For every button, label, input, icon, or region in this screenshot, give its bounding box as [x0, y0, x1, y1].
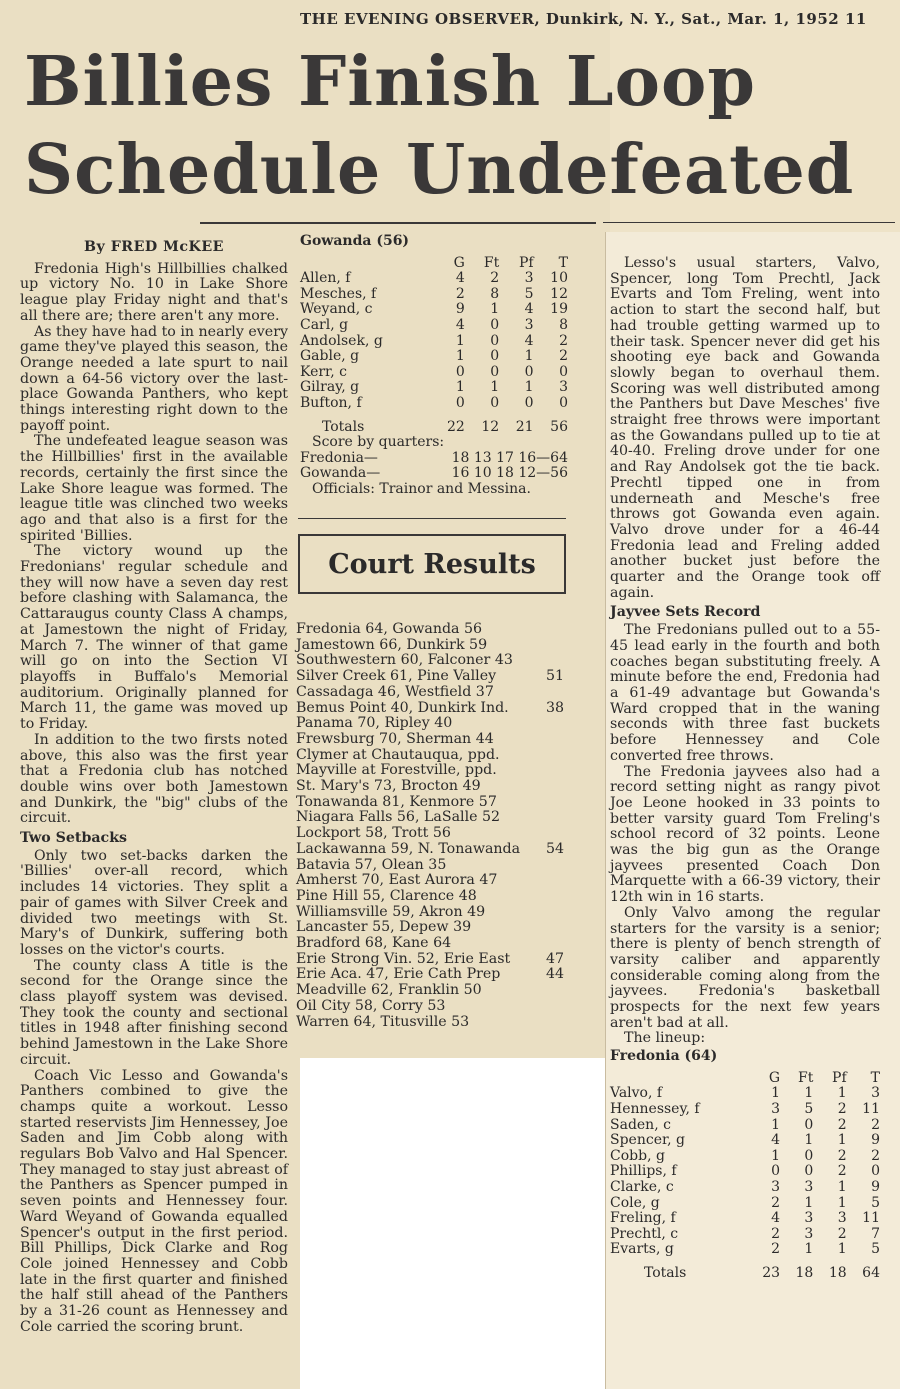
player-row — [300, 287, 568, 303]
cell: 2 — [771, 1241, 781, 1258]
cell: 2 — [771, 1225, 781, 1242]
result-text: Clymer at Chautauqua, ppd. — [296, 746, 500, 763]
cell: 18 13 17 16—64 — [451, 449, 568, 466]
cell: 4 — [524, 301, 534, 318]
paragraph: The county class A title is the second for the Orange since the class playoff system was devised. They took the county and sectional titles in 1948 after finishing second behind Jamestown in the Lake Shore circuit. — [20, 957, 288, 1068]
score-by-quarters — [300, 435, 568, 497]
result-item — [296, 716, 564, 732]
result-text: Erie Strong Vin. 52, Erie East — [296, 950, 511, 967]
team-title: Gowanda (56) — [300, 233, 410, 249]
player-row — [610, 1086, 880, 1102]
cell: 1 — [455, 332, 465, 349]
divider — [298, 518, 566, 519]
cell: Valvo, f — [610, 1085, 663, 1102]
cell: 1 — [804, 1241, 814, 1258]
result-item — [296, 748, 564, 764]
team-title: Fredonia (64) — [610, 1048, 718, 1065]
result-item — [296, 952, 564, 968]
result-text: Southwestern 60, Falconer 43 — [296, 652, 513, 669]
blank-patch — [300, 1058, 605, 1389]
cell: 0 — [524, 363, 534, 380]
result-item — [296, 920, 564, 936]
cell: Allen, f — [300, 270, 351, 287]
cell: 1 — [490, 301, 500, 318]
cell: 1 — [804, 1085, 814, 1102]
result-text: Lackawanna 59, N. Tonawanda — [296, 840, 521, 857]
paragraph: Only two set-backs darken the 'Billies' over-all record, which includes 14 victories. They split a pair of games with Silver Creek and divided two meetings with St. Mary's of Dunkirk, suffering both losses on the victor's courts. — [20, 847, 288, 958]
cell: Cole, g — [610, 1194, 660, 1211]
cell: Bufton, f — [300, 395, 362, 412]
cell: Fredonia— — [300, 449, 378, 466]
result-text: Batavia 57, Olean 35 — [296, 856, 447, 873]
cell: 0 — [559, 395, 568, 412]
cell: Freling, f — [610, 1210, 676, 1227]
player-row — [300, 349, 568, 365]
box-header-row — [300, 256, 568, 272]
result-item — [296, 638, 564, 654]
player-row — [610, 1149, 880, 1165]
result-text: Pine Hill 55, Clarence 48 — [296, 887, 477, 904]
cell: 16 10 18 12—56 — [451, 465, 568, 482]
player-row — [300, 396, 568, 412]
player-row — [610, 1133, 880, 1149]
player-row — [300, 365, 568, 381]
result-item — [296, 669, 564, 685]
cell: 8 — [490, 285, 500, 302]
cell: 0 — [559, 363, 568, 380]
totals-row — [610, 1266, 880, 1282]
cell: 12 — [481, 418, 500, 435]
cell: 4 — [455, 270, 465, 287]
cell: 7 — [871, 1225, 880, 1242]
result-text: Warren 64, Titusville 53 — [296, 1013, 470, 1030]
cell: 23 — [762, 1264, 781, 1281]
cell: 56 — [550, 418, 568, 435]
result-overflow-score: 54 — [545, 840, 564, 857]
player-row — [610, 1180, 880, 1196]
cell: 1 — [837, 1085, 847, 1102]
cell: 1 — [490, 379, 500, 396]
headline — [24, 38, 854, 214]
result-text: Oil City 58, Corry 53 — [296, 997, 446, 1014]
box-score-gowanda — [300, 234, 568, 498]
result-item — [296, 889, 564, 905]
byline: By FRED McKEE — [84, 239, 224, 255]
cell: 1 — [524, 379, 534, 396]
subhead: Two Setbacks — [20, 830, 128, 847]
cell: 10 — [550, 270, 568, 287]
result-overflow-score: 44 — [545, 966, 564, 983]
box-table — [610, 1071, 880, 1282]
cell: 4 — [771, 1132, 781, 1149]
cell: 3 — [837, 1210, 847, 1227]
cell: 0 — [524, 395, 534, 412]
result-item — [296, 1015, 564, 1031]
col-header: T — [558, 254, 568, 271]
player-row — [610, 1164, 880, 1180]
cell: 22 — [447, 418, 465, 435]
cell: 18 — [795, 1264, 814, 1281]
cell: Hennessey, f — [610, 1101, 700, 1118]
headline-rule-right — [603, 222, 895, 223]
result-overflow-score: 38 — [545, 699, 564, 716]
cell: 1 — [837, 1241, 847, 1258]
cell: 0 — [490, 363, 500, 380]
quarters-label: Score by quarters: — [312, 434, 445, 451]
cell: 2 — [771, 1194, 781, 1211]
result-text: Silver Creek 61, Pine Valley — [296, 668, 497, 685]
col-header: Pf — [518, 254, 534, 271]
cell: 0 — [804, 1147, 814, 1164]
cell: 3 — [524, 317, 534, 334]
col-header: T — [870, 1069, 880, 1086]
cell: Totals — [322, 418, 365, 435]
cell: 9 — [455, 301, 465, 318]
cell: Clarke, c — [610, 1179, 674, 1196]
result-item — [296, 810, 564, 826]
paragraph: The undefeated league season was the Hillbillies' first in the available records, certainly the first since the Lake Shore league was formed. The league title was clinched two weeks ago and that also is a first for the spirited 'Billies. — [20, 433, 288, 544]
cell: 3 — [771, 1101, 781, 1118]
result-text: Frewsburg 70, Sherman 44 — [296, 730, 494, 747]
cell: 1 — [804, 1132, 814, 1149]
cell: 0 — [455, 395, 465, 412]
paragraph: In addition to the two firsts noted above, this also was the first year that a Fredonia club has notched double wins over both Jamestown and Dunkirk, the "big" clubs of the circuit. — [20, 731, 288, 827]
cell: 0 — [490, 332, 500, 349]
cell: Andolsek, g — [300, 332, 383, 349]
cell: Gowanda— — [300, 465, 381, 482]
cell: 0 — [771, 1163, 781, 1180]
player-row — [610, 1227, 880, 1243]
cell: 3 — [804, 1225, 814, 1242]
paragraph: As they have had to in nearly every game they've played this season, the Orange needed a late spurt to nail down a 64-56 victory over the last-place Gowanda Panthers, who kept things interesting right down to the payoff point. — [20, 323, 288, 434]
result-item — [296, 873, 564, 889]
result-text: St. Mary's 73, Brocton 49 — [296, 778, 481, 795]
result-text: Williamsville 59, Akron 49 — [296, 903, 486, 920]
result-text: Fredonia 64, Gowanda 56 — [296, 621, 483, 637]
cell: 3 — [524, 270, 534, 287]
cell: 0 — [455, 363, 465, 380]
cell: 12 — [550, 285, 568, 302]
cell: 9 — [871, 1132, 880, 1149]
cell: 1 — [837, 1179, 847, 1196]
cell: 4 — [524, 332, 534, 349]
paragraph: The lineup: — [624, 1030, 706, 1047]
cell: 3 — [771, 1179, 781, 1196]
court-results-title: Court Results — [298, 534, 566, 594]
cell: 2 — [559, 348, 568, 365]
col-header: G — [453, 254, 465, 271]
col-header: G — [768, 1069, 781, 1086]
cell: Spencer, g — [610, 1132, 685, 1149]
result-text: Tonawanda 81, Kenmore 57 — [296, 793, 497, 810]
player-row — [300, 318, 568, 334]
cell: 1 — [771, 1147, 781, 1164]
cell: 2 — [871, 1116, 880, 1133]
paragraph: The Fredonia jayvees also had a record setting night as rangy pivot Joe Leone hooked in 33 points to better varsity guard Tom Freling's school record of 32 points. Leone was the big gun as the Orange jayvees presented Coach Don Marquette with a 66-39 victory, their 12th win in 16 starts. — [610, 763, 880, 906]
result-text: Bemus Point 40, Dunkirk Ind. — [296, 699, 509, 716]
cell: 2 — [837, 1163, 847, 1180]
cell: 1 — [804, 1194, 814, 1211]
cell: 2 — [837, 1225, 847, 1242]
player-row — [300, 380, 568, 396]
result-item — [296, 653, 564, 669]
result-item — [296, 826, 564, 842]
result-item — [296, 779, 564, 795]
cell: 0 — [490, 348, 500, 365]
result-text: Mayville at Forestville, ppd. — [296, 762, 497, 779]
cell: 0 — [804, 1116, 814, 1133]
cell: 0 — [804, 1163, 814, 1180]
paragraph: Lesso's usual starters, Valvo, Spencer, long Tom Prechtl, Jack Evarts and Tom Freling, went into action to start the second half, but had trouble getting warmed up to their task. Spencer never did get his shooting eye back and Gowanda slowly began to overhaul them. Scoring was well distributed among the Panthers but Dave Mesches' five straight free throws were important as the Gowandans pulled up to tie at 40-40. Freling drove under for one and Ray Andolsek got the tie back. Prechtl tipped one in from underneath and Mesche's free throws got Gowanda even again. Valvo drove under for a 46-44 Fredonia lead and Freling added another bucket just before the quarter and the Orange took off again. — [610, 255, 880, 601]
result-text: Lockport 58, Trott 56 — [296, 825, 451, 842]
cell: 11 — [862, 1210, 880, 1227]
subhead: Jayvee Sets Record — [610, 604, 761, 621]
result-text: Meadville 62, Franklin 50 — [296, 982, 482, 999]
cell: 0 — [490, 395, 500, 412]
cell: 21 — [515, 418, 534, 435]
cell: 19 — [550, 301, 568, 318]
box-header-row — [610, 1071, 880, 1087]
result-item — [296, 967, 564, 983]
cell: 3 — [804, 1179, 814, 1196]
result-text: Lancaster 55, Depew 39 — [296, 919, 472, 936]
col-header: Pf — [832, 1069, 847, 1086]
result-item — [296, 983, 564, 999]
cell: 8 — [559, 317, 568, 334]
cell: 2 — [455, 285, 465, 302]
result-text: Erie Aca. 47, Erie Cath Prep — [296, 966, 501, 983]
cell: Cobb, g — [610, 1147, 665, 1164]
cell: 2 — [559, 332, 568, 349]
player-row — [300, 302, 568, 318]
result-text: Cassadaga 46, Westfield 37 — [296, 683, 494, 700]
result-item — [296, 795, 564, 811]
cell: 2 — [837, 1101, 847, 1118]
cell: 5 — [804, 1101, 814, 1118]
cell: Saden, c — [610, 1116, 671, 1133]
headline-line-1: Billies Finish Loop — [24, 42, 756, 122]
cell: 1 — [771, 1116, 781, 1133]
result-item — [296, 732, 564, 748]
cell: 4 — [771, 1210, 781, 1227]
result-item — [296, 842, 564, 858]
player-row — [610, 1242, 880, 1258]
cell: 2 — [837, 1147, 847, 1164]
cell: 1 — [524, 348, 534, 365]
paragraph: Fredonia High's Hillbillies chalked up victory No. 10 in Lake Shore league play Friday night and that's all there are; there aren't any more. — [20, 260, 288, 324]
masthead: THE EVENING OBSERVER, Dunkirk, N. Y., Sat., Mar. 1, 1952 11 — [300, 10, 867, 28]
cell: 2 — [837, 1116, 847, 1133]
result-item — [296, 999, 564, 1015]
result-item — [296, 905, 564, 921]
player-row — [300, 334, 568, 350]
result-text: Niagara Falls 56, LaSalle 52 — [296, 809, 501, 826]
quarter-row — [300, 451, 568, 467]
cell: 2 — [871, 1147, 880, 1164]
cell: 1 — [455, 348, 465, 365]
cell: 18 — [828, 1264, 847, 1281]
cell: 11 — [862, 1101, 880, 1118]
cell: Mesches, f — [300, 285, 377, 302]
result-item — [296, 701, 564, 717]
quarter-row — [300, 466, 568, 482]
cell: 9 — [871, 1179, 880, 1196]
cell: Totals — [644, 1264, 687, 1281]
result-text: Bradford 68, Kane 64 — [296, 935, 452, 952]
col-header: Ft — [483, 254, 500, 271]
cell: 64 — [862, 1264, 880, 1281]
cell: 2 — [490, 270, 500, 287]
result-text: Amherst 70, East Aurora 47 — [296, 872, 498, 889]
cell: 4 — [455, 317, 465, 334]
cell: Gable, g — [300, 348, 360, 365]
result-overflow-score: 51 — [545, 668, 564, 685]
paragraph: The Fredonians pulled out to a 55-45 lead early in the fourth and both coaches began substituting freely. A minute before the end, Fredonia had a 61-49 advantage but Gowanda's Ward cropped that in the waning seconds with three fast buckets before Hennessey and Cole converted free throws. — [610, 622, 880, 764]
cell: Kerr, c — [300, 363, 347, 380]
cell: 5 — [871, 1241, 880, 1258]
result-overflow-score: 47 — [545, 950, 564, 967]
cell: 1 — [837, 1194, 847, 1211]
cell: 0 — [490, 317, 500, 334]
result-item — [296, 622, 564, 638]
paragraph: The victory wound up the Fredonians' regular schedule and they will now have a seven day rest before clashing with Salamanca, the Cattaraugus county Class A champs, at Jamestown the night of Friday, March 7. The winner of that game will go on into the Section VI playoffs in Buffalo's Memorial auditorium. Originally planned for March 11, the game was moved up to Friday. — [20, 543, 288, 733]
cell: 3 — [804, 1210, 814, 1227]
court-results-list — [296, 622, 564, 1030]
story-column-3 — [610, 256, 880, 1282]
headline-rule — [200, 222, 596, 224]
officials: Officials: Trainor and Messina. — [312, 481, 531, 498]
col-header: Ft — [798, 1069, 814, 1086]
cell: Gilray, g — [300, 379, 360, 396]
paragraph: Coach Vic Lesso and Gowanda's Panthers combined to give the champs quite a workout. Lesso started reservists Jim Hennessey, Joe Saden and Jim Cobb along with regulars Bob Valvo and Hal Spencer. They managed to stay just abreast of the Panthers as Spencer pumped in seven points and Hennessey four. Ward Weyand of Gowanda equalled Spencer's output in the first period. Bill Phillips, Dick Clarke and Rog Cole joined Hennessey and Cobb late in the first quarter and finished the half still ahead of the Panthers by a 31-26 count as Hennessey and Cole carried the scoring brunt. — [20, 1067, 288, 1335]
cell: 5 — [871, 1194, 880, 1211]
cell: 3 — [559, 379, 568, 396]
cell: 5 — [524, 285, 534, 302]
player-row — [610, 1196, 880, 1212]
cell: 1 — [455, 379, 465, 396]
paragraph: Only Valvo among the regular starters for the varsity is a senior; there is plenty of bench strength of varsity caliber and apparently considerable coming along from the jayvees. Fredonia's basketball prospects for the next few years aren't bad at all. — [610, 904, 880, 1031]
story-column-1 — [20, 240, 288, 1336]
cell: 1 — [771, 1085, 781, 1102]
player-row — [610, 1118, 880, 1134]
cell: Evarts, g — [610, 1241, 674, 1258]
cell: Prechtl, c — [610, 1225, 679, 1242]
result-text: Panama 70, Ripley 40 — [296, 715, 453, 732]
cell: Weyand, c — [300, 301, 373, 318]
result-item — [296, 936, 564, 952]
box-table — [300, 256, 568, 436]
cell: 0 — [871, 1163, 880, 1180]
cell: 1 — [837, 1132, 847, 1149]
result-text: Jamestown 66, Dunkirk 59 — [296, 636, 488, 653]
result-item — [296, 685, 564, 701]
result-item — [296, 858, 564, 874]
player-row — [300, 271, 568, 287]
result-item — [296, 763, 564, 779]
headline-line-2: Schedule Undefeated — [24, 130, 855, 210]
cell: Phillips, f — [610, 1163, 677, 1180]
player-row — [610, 1211, 880, 1227]
cell: Carl, g — [300, 317, 349, 334]
totals-row — [300, 420, 568, 436]
cell: 3 — [871, 1085, 880, 1102]
player-row — [610, 1102, 880, 1118]
